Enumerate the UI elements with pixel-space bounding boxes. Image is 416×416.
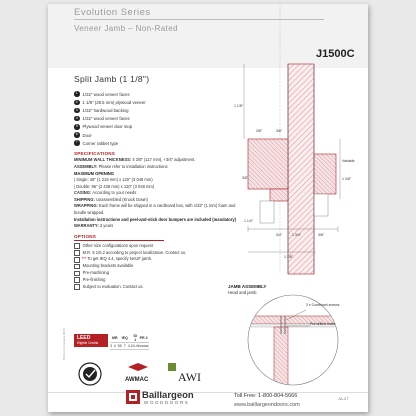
dim-9: 3/8" (318, 233, 325, 237)
casing-right (314, 194, 328, 216)
awi-text: AWI (178, 370, 202, 384)
jamb-left (248, 139, 288, 189)
spec-note: Installation instructions and peel-and-stick door bumpers are included (mandatory) (74, 216, 236, 222)
dim-5: 3/8" (242, 176, 249, 180)
awmac-logo-icon (125, 363, 149, 383)
list-item: 1 1/32" wood veneer faces (75, 91, 130, 97)
dim-11: 1 1/4" (244, 219, 254, 223)
spec-wall: MINIMUM WALL THICKNESS: 4 3/8" (117 mm), +3/4" adjustment. (74, 157, 196, 163)
option-item: Other size configurations upon request (74, 243, 244, 250)
list-item: 7 Corner rabbet type (75, 140, 119, 146)
option-item: M.R. 5 1/5.2 according to project localization. Contact us. (74, 250, 244, 257)
list-item: 3 1/32" hardwood backing (75, 107, 129, 113)
bhma-logo-icon (79, 363, 101, 385)
door-stop (270, 189, 288, 201)
page-code: JA-27 (338, 396, 349, 401)
spec-sheet-page (48, 4, 368, 412)
option-item: Mounting brackets available (74, 263, 244, 270)
brand-name: Baillargeon (142, 390, 194, 401)
spec-column (74, 74, 244, 290)
casing-left (260, 201, 274, 223)
dim-10: 1 1/8" (284, 255, 294, 259)
bullet-number: 2 (75, 99, 78, 104)
phone-number: Toll Free: 1-800-804-5666 (234, 393, 298, 399)
jamb-right (314, 154, 336, 194)
awi-logo-icon (168, 363, 201, 384)
bullet-number: 4 (75, 115, 78, 120)
door-panel (288, 64, 314, 274)
dim-2: 3/8" (256, 129, 263, 133)
checkbox-icon (74, 250, 80, 256)
options-divider (74, 240, 164, 241)
dim-7: 3/4" (276, 233, 283, 237)
checkbox-icon (74, 277, 80, 283)
print-note: Printed in Canada 2015 (62, 328, 66, 360)
opening-double: | Double: 96" (2 438 mm) x 120" (3 048 mm) (74, 183, 155, 189)
dim-3: 3/8" (276, 129, 283, 133)
list-item: 2 1 1/8" (28.5 mm) plywood veneer (75, 99, 146, 105)
brand-logo (126, 390, 194, 409)
opening-single: | Single: 48" (1 219 mm) x 120" (3 048 mm) (74, 177, 153, 183)
awmac-text: AWMAC (125, 377, 149, 383)
product-subtitle: Veneer Jamb – Non-Rated (74, 24, 178, 33)
spec-casing: CASING: According to your needs (74, 190, 137, 196)
callout-holes: Pre-drilled holes (310, 322, 336, 326)
brand-subtitle: WOODDOORS (144, 400, 190, 405)
spec-shipping: SHIPPING: Unassembled (Knock Down) (74, 196, 148, 202)
options-heading: OPTIONS (74, 233, 97, 239)
brand-mark-icon (126, 390, 140, 404)
leed-badge: LEED Eligible Credits (74, 334, 108, 347)
jamb-title: Split Jamb (1 1/8") (74, 74, 150, 84)
checkbox-icon (74, 284, 80, 290)
bullet-number: 1 (75, 91, 78, 96)
leed-table: MR IEQ ID 1 PR 2 3 4 5 6 7 4.2 4.4 innova. (110, 334, 150, 348)
dim-8: 1 3/4" (292, 233, 302, 237)
website-link[interactable]: www.baillargeondoors.com (234, 402, 300, 408)
footer-divider (48, 392, 368, 393)
bullet-number: 5 (75, 124, 78, 129)
option-item: Pre-finishing (74, 277, 244, 284)
bullet-number: 3 (75, 107, 78, 112)
model-number: J1500C (316, 48, 355, 60)
series-title: Evolution Series (74, 7, 151, 18)
max-opening-heading: MAXIMUM OPENING (74, 170, 115, 176)
callout-screws: 2 x Combined screws (306, 303, 340, 307)
dim-1: 1 1/8" (234, 104, 244, 108)
option-item: *** To get IEQ 4.4, specify NAUF jamb. (74, 256, 244, 263)
checkbox-icon (74, 257, 80, 263)
spec-wrapping: WRAPPING: Each frame will be shipped in a cardboard box, with 1/32" (1 mm) foam and bundle wrapped. (74, 203, 236, 216)
list-item: 4 1/32" wood veneer faces (75, 115, 130, 122)
component-list (74, 90, 244, 147)
checkbox-icon (74, 264, 80, 270)
bullet-number: 7 (75, 140, 78, 145)
checkbox-icon (74, 243, 80, 249)
list-item: 5 Plywood veneer door stop (75, 124, 133, 130)
jamb-assembly-title: JAMB ASSEMBLY (228, 284, 267, 289)
list-item: 6 Door (75, 132, 92, 138)
checkbox-icon (74, 271, 80, 277)
dim-4: Variable (342, 159, 355, 163)
spec-assembly: ASSEMBLY: Please refer to installation instructions (74, 163, 168, 169)
bullet-number: 6 (75, 132, 78, 137)
dim-6: 1 3/8" (342, 177, 352, 181)
option-item: Subject to evaluation. Contact us. (74, 284, 244, 291)
jamb-assembly-subtitle: Head and jamb (228, 290, 257, 295)
specifications-heading: SPECIFICATIONS (74, 151, 115, 157)
spec-warranty: WARRANTY: 3 years (74, 223, 114, 229)
option-item: Pre-machining (74, 270, 244, 277)
certification-logos (78, 359, 278, 389)
